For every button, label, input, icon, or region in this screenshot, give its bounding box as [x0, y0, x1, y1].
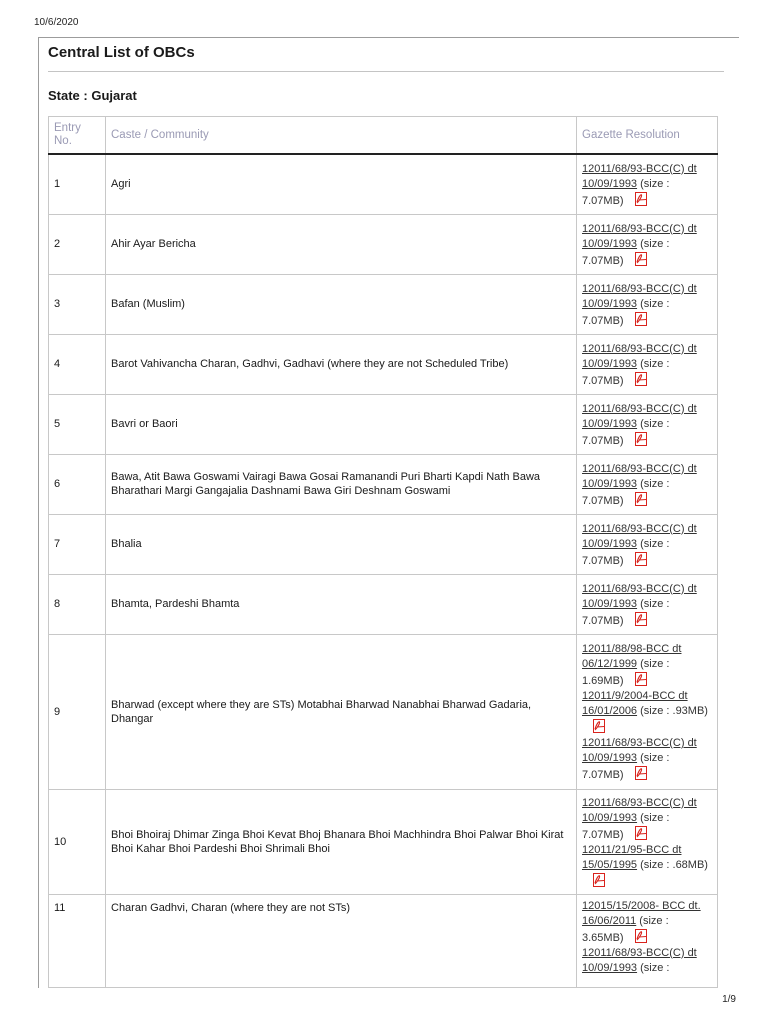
- column-header-caste: Caste / Community: [106, 117, 577, 155]
- table-row: [49, 574, 718, 634]
- table-row: [49, 634, 718, 789]
- table-row: [49, 334, 718, 394]
- gazette-link[interactable]: 12011/9/2004-BCC dt 16/01/2006: [582, 690, 688, 717]
- pdf-icon[interactable]: [633, 192, 649, 206]
- table-body: [49, 154, 718, 987]
- pdf-icon[interactable]: [633, 612, 649, 626]
- caste-name: Agri: [106, 154, 577, 214]
- file-size: (size : 7.07MB): [582, 417, 670, 447]
- gazette-link[interactable]: 12011/68/93-BCC(C) dt 10/09/1993: [582, 582, 697, 610]
- table-row: [49, 514, 718, 574]
- gazette-link[interactable]: 12011/68/93-BCC(C) dt 10/09/1993: [582, 522, 697, 550]
- gazette-link[interactable]: 12011/68/93-BCC(C) dt 10/09/1993: [582, 402, 697, 430]
- print-date: 10/6/2020: [34, 17, 79, 28]
- file-size: (size : 3.65MB): [582, 914, 669, 944]
- caste-name: Bhoi Bhoiraj Dhimar Zinga Bhoi Kevat Bhoj Bhanara Bhoi Machhindra Bhoi Palwar Bhoi Kirat Bhoi Kahar Bhoi Pardeshi Bhoi Shrimali Bhoi: [106, 789, 577, 894]
- file-size: (size :: [637, 961, 670, 974]
- pdf-icon[interactable]: [633, 766, 649, 780]
- entry-number: 8: [49, 574, 106, 634]
- gazette-link[interactable]: 12011/68/93-BCC(C) dt 10/09/1993: [582, 282, 697, 310]
- gazette-resolutions: [577, 789, 718, 894]
- column-header-gazette: Gazette Resolution: [577, 117, 718, 155]
- entry-number: 4: [49, 334, 106, 394]
- file-size: (size : 7.07MB): [582, 177, 670, 207]
- gazette-resolutions: [577, 154, 718, 214]
- state-label: State : Gujarat: [48, 88, 137, 103]
- table-row: [49, 214, 718, 274]
- title-divider: [48, 71, 724, 72]
- pdf-icon[interactable]: [633, 552, 649, 566]
- gazette-resolutions: [577, 894, 718, 987]
- gazette-resolutions: [577, 454, 718, 514]
- column-header-entry: Entry No.: [49, 117, 106, 155]
- pdf-icon[interactable]: [633, 312, 649, 326]
- caste-name: Bafan (Muslim): [106, 274, 577, 334]
- gazette-link[interactable]: 12011/68/93-BCC(C) dt 10/09/1993: [582, 462, 697, 490]
- file-size: (size : 7.07MB): [582, 597, 670, 627]
- gazette-resolutions: [577, 394, 718, 454]
- caste-name: Bharwad (except where they are STs) Motabhai Bharwad Nanabhai Bharwad Gadaria, Dhangar: [106, 634, 577, 789]
- gazette-link[interactable]: 12011/68/93-BCC(C) dt 10/09/1993: [582, 737, 697, 764]
- pdf-icon[interactable]: [633, 432, 649, 446]
- entry-number: 1: [49, 154, 106, 214]
- page-number: 1/9: [722, 994, 736, 1005]
- pdf-icon[interactable]: [591, 873, 607, 887]
- gazette-link[interactable]: 12011/68/93-BCC(C) dt 10/09/1993: [582, 946, 697, 974]
- gazette-link[interactable]: 12011/21/95-BCC dt 15/05/1995: [582, 843, 682, 871]
- gazette-resolutions: [577, 634, 718, 789]
- page-title: Central List of OBCs: [48, 44, 195, 61]
- pdf-icon[interactable]: [633, 672, 649, 686]
- entry-number: 5: [49, 394, 106, 454]
- table-header-row: [49, 117, 718, 155]
- entry-number: 7: [49, 514, 106, 574]
- entry-number: 6: [49, 454, 106, 514]
- entry-number: 11: [49, 894, 106, 987]
- gazette-resolutions: [577, 214, 718, 274]
- pdf-icon[interactable]: [633, 492, 649, 506]
- pdf-icon[interactable]: [633, 826, 649, 840]
- obc-table: [48, 116, 718, 988]
- file-size: (size : 7.07MB): [582, 537, 670, 567]
- table-row: [49, 394, 718, 454]
- entry-number: 3: [49, 274, 106, 334]
- table-row: [49, 789, 718, 894]
- file-size: (size : 7.07MB): [582, 477, 670, 507]
- pdf-icon[interactable]: [633, 252, 649, 266]
- caste-name: Charan Gadhvi, Charan (where they are not STs): [106, 894, 577, 987]
- file-size: (size : 1.69MB): [582, 658, 670, 687]
- gazette-resolutions: [577, 274, 718, 334]
- file-size: (size : 7.07MB): [582, 297, 670, 327]
- table-row: [49, 894, 718, 987]
- gazette-link[interactable]: 12011/88/98-BCC dt 06/12/1999: [582, 643, 682, 670]
- caste-name: Barot Vahivancha Charan, Gadhvi, Gadhavi (where they are not Scheduled Tribe): [106, 334, 577, 394]
- table-row: [49, 154, 718, 214]
- caste-name: Ahir Ayar Bericha: [106, 214, 577, 274]
- entry-number: 10: [49, 789, 106, 894]
- file-size: (size : .93MB): [637, 705, 708, 717]
- pdf-icon[interactable]: [591, 719, 607, 733]
- gazette-link[interactable]: 12011/68/93-BCC(C) dt 10/09/1993: [582, 342, 697, 370]
- pdf-icon[interactable]: [633, 929, 649, 943]
- caste-name: Bawa, Atit Bawa Goswami Vairagi Bawa Gosai Ramanandi Puri Bharti Kapdi Nath Bawa Bharathari Margi Gangajalia Dashnami Bawa Giri Deshnam Goswami: [106, 454, 577, 514]
- file-size: (size : 7.07MB): [582, 357, 670, 387]
- table-row: [49, 274, 718, 334]
- gazette-resolutions: [577, 574, 718, 634]
- file-size: (size : 7.07MB): [582, 811, 670, 841]
- gazette-link[interactable]: 12011/68/93-BCC(C) dt 10/09/1993: [582, 162, 697, 190]
- gazette-resolutions: [577, 334, 718, 394]
- entry-number: 9: [49, 634, 106, 789]
- gazette-link[interactable]: 12011/68/93-BCC(C) dt 10/09/1993: [582, 222, 697, 250]
- caste-name: Bhalia: [106, 514, 577, 574]
- caste-name: Bavri or Baori: [106, 394, 577, 454]
- table-row: [49, 454, 718, 514]
- pdf-icon[interactable]: [633, 372, 649, 386]
- gazette-link[interactable]: 12011/68/93-BCC(C) dt 10/09/1993: [582, 796, 697, 824]
- file-size: (size : .68MB): [637, 858, 708, 871]
- page-frame: [38, 37, 739, 988]
- gazette-resolutions: [577, 514, 718, 574]
- gazette-link[interactable]: 12015/15/2008- BCC dt. 16/06/2011: [582, 899, 701, 927]
- file-size: (size : 7.07MB): [582, 237, 670, 267]
- file-size: (size : 7.07MB): [582, 752, 670, 781]
- entry-number: 2: [49, 214, 106, 274]
- caste-name: Bhamta, Pardeshi Bhamta: [106, 574, 577, 634]
